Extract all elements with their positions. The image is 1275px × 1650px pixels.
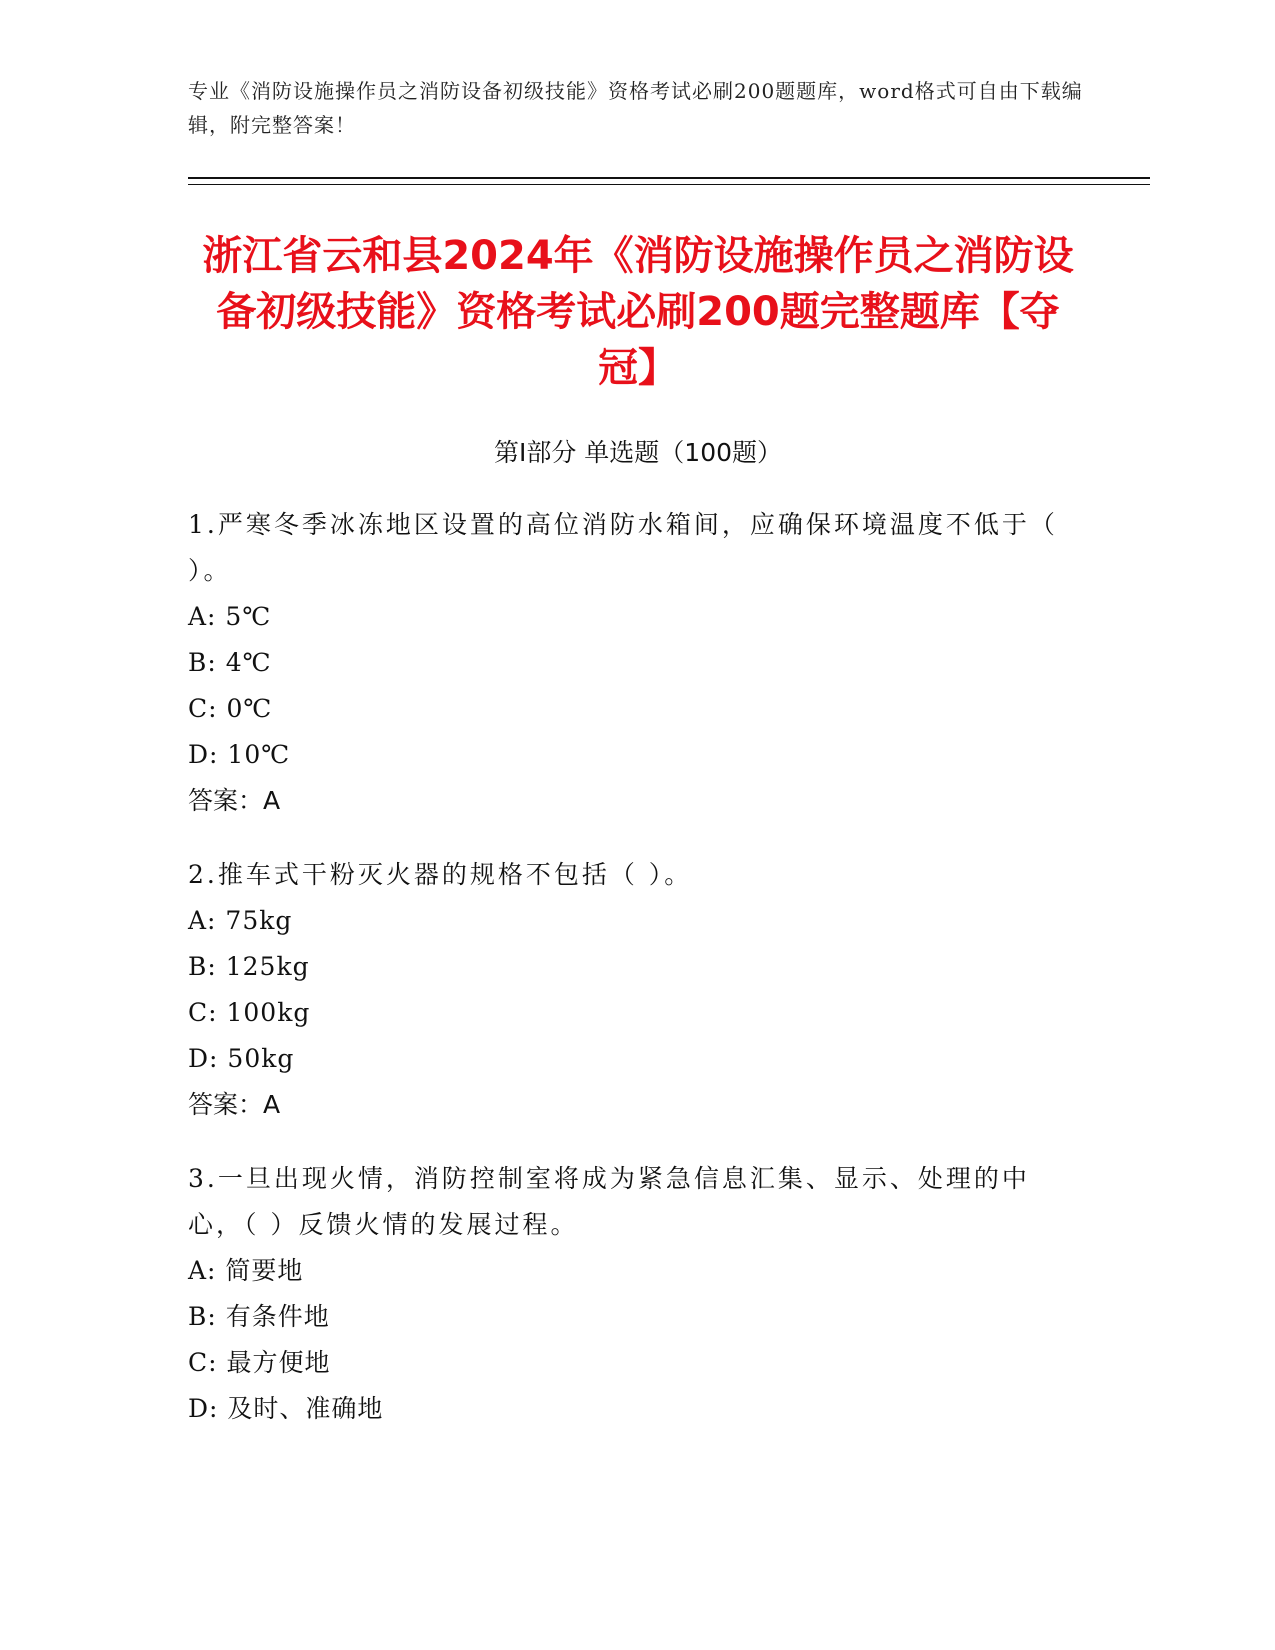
option-d: D: 10℃ [188,740,291,769]
question-stem: 1.严寒冬季冰冻地区设置的高位消防水箱间，应确保环境温度不低于（ ）。 [188,510,1058,585]
answer: 答案：A [188,786,281,815]
option-d: D: 50kg [188,1044,295,1073]
option-c: C: 0℃ [188,694,273,723]
option-b: B: 4℃ [188,648,272,677]
option-c: C: 最方便地 [188,1348,331,1377]
question-1 [188,502,1068,824]
question-stem: 2.推车式干粉灭火器的规格不包括（ ）。 [188,860,693,889]
option-a: A: 5℃ [188,602,272,631]
document-title: 浙江省云和县2024年《消防设施操作员之消防设备初级技能》资格考试必刷200题完整题库【夺冠】 [202,233,1074,391]
option-a: A: 75kg [188,906,293,935]
option-c: C: 100kg [188,998,311,1027]
question-3 [188,1156,1068,1432]
section-title: 第Ⅰ部分 单选题（100题） [493,438,783,467]
option-b: B: 125kg [188,952,310,981]
header-note: 专业《消防设施操作员之消防设备初级技能》资格考试必刷200题题库，word格式可自由下载编辑，附完整答案！ [188,79,1083,137]
header-divider-thin [188,184,1150,185]
option-b: B: 有条件地 [188,1302,330,1331]
question-2 [188,852,1068,1128]
answer: 答案：A [188,1090,281,1119]
question-stem: 3.一旦出现火情，消防控制室将成为紧急信息汇集、显示、处理的中心，（ ）反馈火情的发展过程。 [188,1164,1030,1239]
option-d: D: 及时、准确地 [188,1394,384,1423]
option-a: A: 简要地 [188,1256,304,1285]
header-divider-thick [188,177,1150,179]
